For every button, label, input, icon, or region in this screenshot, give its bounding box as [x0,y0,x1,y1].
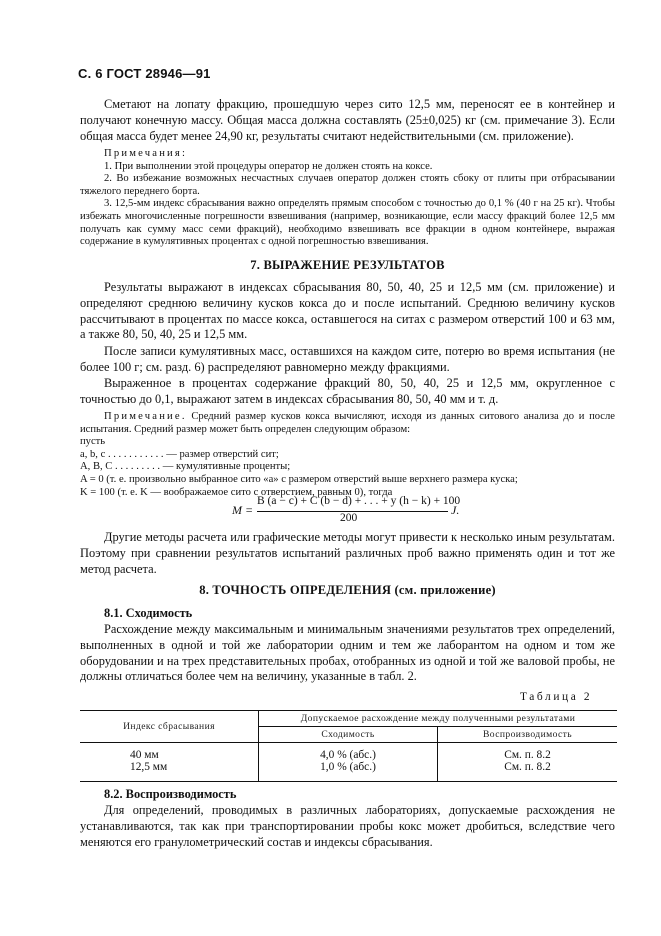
table-row [80,743,617,762]
page-header: С. 6 ГОСТ 28946—91 [78,66,211,81]
subsection-8-2-text: Для определений, проводимых в различных лабораториях, допускаемые расхождения не устанавливаются, так как при транспортировании пробы кокс может дробиться, вследствие чего меняются его гранулометрический состав и индексы сбрасывания. [80,803,615,849]
notes-block [80,148,615,249]
column-header-index: Индекс сбрасывания [80,711,259,743]
cell-convergence: 1,0 % (абс.) [259,761,438,782]
column-group-header: Допускаемое расхождение между полученными результатами [259,711,618,727]
section-7-paragraph-3: Выраженное в процентах содержание фракций 80, 50, 40, 25 и 12,5 мм, округленное с точностью до 0,1, выражают затем в индексах сбрасывания 80, 50, 40 мм и т. д. [80,376,615,406]
section-8-title: 8. ТОЧНОСТЬ ОПРЕДЕЛЕНИЯ (см. приложение) [199,583,496,597]
definition-line: A, B, C . . . . . . . . . — кумулятивные проценты; [80,461,291,473]
subsection-8-1-text: Расхождение между максимальным и минимальным значениями результатов трех определений, выполненных в одной и той же лаборатории одним и тем же лаборантом на одном и том же оборудовании и на трех представительных пробах, отобранных из одной и той же валовой пробы, не должны отличаться более чем на величину, указанные в табл. 2. [80,622,615,684]
definition-line: A = 0 (т. е. произвольно выбранное сито «a» с размером отверстий выше верхнего размера куска; [80,473,518,485]
subsection-8-1-title: 8.1. Сходимость [104,606,193,620]
note-item: 3. 12,5-мм индекс сбрасывания важно определять прямым способом с точностью до 0,1 % (40 г на 25 кг). Чтобы избежать многочисленные погрешности взвешивания (например, возникающие, если массу фракций более 12,5 мм получать как сумму масс семи фракций), необходимо взвешивать все фракции в одном контейнере, выражая содержание в кумулятивных процентах с одной погрешностью взвешивания. [80,198,615,248]
note-item: 1. При выполнении этой процедуры оператор не должен стоять на коксе. [104,160,433,172]
section-7-paragraph-1: Результаты выражают в индексах сбрасывания 80, 50, 40, 25 и 12,5 мм (см. приложение) и определяют среднюю величину кусков кокса до и после испытаний. Среднюю величину кусков рассчитывают в процентах по массе кокса, оставшегося на ситах с размером отверстий 100 и 63 мм, а также 80, 50, 40, 25 и 12,5 мм. [80,280,615,342]
section-7-note [80,411,615,499]
subsection-8-2-title: 8.2. Воспроизводимость [104,787,237,801]
section-7-title: 7. ВЫРАЖЕНИЕ РЕЗУЛЬТАТОВ [250,258,445,272]
definition-line: a, b, c . . . . . . . . . . . — размер отверстий сит; [80,448,279,460]
formula-suffix: J. [451,503,460,517]
section-7-paragraph-2: После записи кумулятивных масс, оставшихся на каждом сите, потерю во время испытания (не более 100 г; см. разд. 6) распределяют равномерно между фракциями. [80,344,615,374]
definition-line: K = 100 (т. е. K — воображаемое сито с отверстием, равным 0), тогда [80,486,393,498]
column-header-convergence: Сходимость [259,727,438,743]
note-text: Средний размер кусков кокса вычисляют, исходя из данных ситового анализа до и после испытания. Средний размер может быть определен следующим образом: [80,411,615,435]
definition-line: пусть [80,436,106,448]
cell-convergence: 4,0 % (абс.) [259,743,438,762]
cell-reproducibility: См. п. 8.2 [438,761,618,782]
cell-reproducibility: См. п. 8.2 [438,743,618,762]
cell-index: 12,5 мм [80,761,259,782]
table-row [80,761,617,782]
section-7-paragraph-4: Другие методы расчета или графические методы могут привести к несколько иным результатам. Поэтому при сравнении результатов испытаний различных проб важно применять один и тот же метод расчета. [80,530,615,576]
notes-title: Примечания: [104,148,188,159]
column-header-reproducibility: Воспроизводимость [438,727,618,743]
cell-index: 40 мм [130,749,159,761]
intro-paragraph: Сметают на лопату фракцию, прошедшую через сито 12,5 мм, переносят ее в контейнер и получают конечную массу. Общая масса должна составлять (25±0,025) кг (см. примечание 3). Если общая масса будет менее 24,90 кг, результаты считают недействительными (см. приложение). [80,97,615,143]
note-label: Примечание. [104,411,187,422]
table-2 [80,710,617,782]
table-caption: Таблица 2 [520,691,593,703]
formula-denominator: 200 [340,512,358,524]
formula-numerator: B (a − c) + C (b − d) + . . . + y (h − k) + 100 [257,495,461,507]
note-item: 2. Во избежание возможных несчастных случаев оператор должен стоять сбоку от плиты при отбрасывании тяжелого переднего борта. [80,173,615,197]
formula-lhs: M = [232,503,254,517]
